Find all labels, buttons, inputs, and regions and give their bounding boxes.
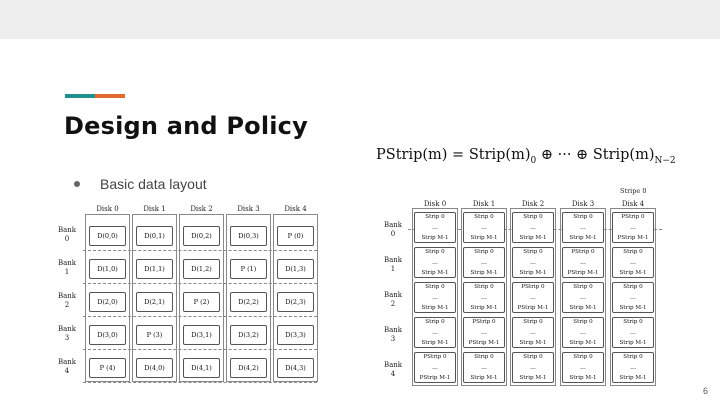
data-block: D(0,2) (183, 226, 220, 246)
strip-last-label: PStrip M-1 (419, 374, 451, 381)
strip-block (612, 212, 654, 243)
strip-last-label: Strip M-1 (619, 339, 647, 346)
bank-row-guide (83, 250, 317, 251)
disk-label: Disk 2 (190, 205, 213, 213)
strip-ellipsis: ... (630, 363, 636, 371)
data-block: D(3,1) (183, 325, 220, 345)
data-block: D(4,2) (230, 358, 267, 378)
bank-label: Bank 2 (57, 292, 77, 309)
strip-last-label: PStrip M-1 (567, 269, 599, 276)
strip-first-label: Strip 0 (425, 319, 445, 325)
data-block: P (0) (277, 226, 314, 246)
bank-row-guide (83, 349, 317, 350)
strip-block (463, 212, 505, 243)
strip-block (463, 247, 505, 278)
strip-block (612, 247, 654, 278)
strip-ellipsis: ... (530, 363, 536, 371)
strip-ellipsis: ... (432, 328, 438, 336)
strip-ellipsis: ... (630, 223, 636, 231)
strip-first-label: Strip 0 (573, 354, 593, 360)
data-block: D(3,2) (230, 325, 267, 345)
slide-title: Design and Policy (64, 112, 308, 140)
data-block: D(1,3) (277, 259, 314, 279)
strip-last-label: Strip M-1 (421, 234, 449, 241)
disk-label: Disk 3 (571, 200, 595, 208)
strip-first-label: Strip 0 (623, 284, 643, 290)
bank-label: Bank 2 (383, 291, 403, 308)
strip-block (512, 247, 554, 278)
strip-block (463, 282, 505, 313)
data-block: D(2,0) (89, 292, 126, 312)
formula-lhs: PStrip(m) (376, 147, 448, 163)
strip-ellipsis: ... (432, 363, 438, 371)
formula-operator: ⊕ ··· ⊕ (540, 147, 589, 163)
formula-term2-sub: N−2 (654, 156, 676, 166)
strip-block (612, 282, 654, 313)
page-number: 6 (703, 386, 709, 396)
strip-last-label: Strip M-1 (569, 234, 597, 241)
data-block: P (4) (89, 358, 126, 378)
strip-block (414, 352, 456, 383)
bullet-item (74, 176, 207, 192)
strip-block (512, 317, 554, 348)
strip-last-label: Strip M-1 (470, 269, 498, 276)
strip-first-label: PStrip 0 (621, 214, 645, 220)
data-block: D(2,3) (277, 292, 314, 312)
strip-first-label: Strip 0 (474, 214, 494, 220)
data-block: P (1) (230, 259, 267, 279)
strip-last-label: PStrip M-1 (468, 339, 500, 346)
strip-ellipsis: ... (580, 363, 586, 371)
strip-first-label: Strip 0 (474, 249, 494, 255)
disk-label: Disk 4 (284, 205, 307, 213)
data-block: D(4,0) (136, 358, 173, 378)
formula-term1-sub: 0 (530, 156, 537, 166)
strip-first-label: Strip 0 (523, 214, 543, 220)
strip-last-label: Strip M-1 (569, 339, 597, 346)
strip-block (562, 317, 604, 348)
title-accent-orange (95, 94, 125, 98)
data-block: D(3,0) (89, 325, 126, 345)
data-block: D(2,1) (136, 292, 173, 312)
strip-first-label: Strip 0 (623, 249, 643, 255)
strip-block (612, 352, 654, 383)
data-block: D(3,3) (277, 325, 314, 345)
strip-last-label: PStrip M-1 (617, 234, 649, 241)
strip-block (512, 352, 554, 383)
strip-last-label: Strip M-1 (519, 269, 547, 276)
strip-ellipsis: ... (580, 328, 586, 336)
strip-first-label: Strip 0 (523, 354, 543, 360)
strip-first-label: Strip 0 (425, 249, 445, 255)
strip-ellipsis: ... (630, 328, 636, 336)
strip-block (414, 247, 456, 278)
strip-block (562, 247, 604, 278)
strip-first-label: Strip 0 (425, 214, 445, 220)
strip-ellipsis: ... (580, 258, 586, 266)
data-block: D(2,2) (230, 292, 267, 312)
strip-ellipsis: ... (432, 223, 438, 231)
stripe-label: Stripe 0 (620, 187, 647, 195)
data-block: D(1,0) (89, 259, 126, 279)
strip-ellipsis: ... (432, 293, 438, 301)
strip-ellipsis: ... (432, 258, 438, 266)
disk-label: Disk 1 (143, 205, 166, 213)
data-block: D(0,0) (89, 226, 126, 246)
strip-block (612, 317, 654, 348)
data-block: P (2) (183, 292, 220, 312)
strip-last-label: Strip M-1 (619, 304, 647, 311)
strip-ellipsis: ... (481, 363, 487, 371)
strip-ellipsis: ... (630, 258, 636, 266)
strip-first-label: PStrip 0 (423, 354, 447, 360)
strip-last-label: Strip M-1 (470, 304, 498, 311)
strip-last-label: Strip M-1 (421, 304, 449, 311)
strip-block (512, 282, 554, 313)
formula-term2: Strip(m) (592, 147, 655, 163)
strip-first-label: PStrip 0 (571, 249, 595, 255)
bank-row-guide (83, 316, 317, 317)
disk-label: Disk 4 (621, 200, 645, 208)
data-block: D(0,3) (230, 226, 267, 246)
data-block: D(1,1) (136, 259, 173, 279)
bank-label: Bank 4 (383, 361, 403, 378)
bank-label: Bank 1 (383, 256, 403, 273)
strip-block (463, 317, 505, 348)
strip-last-label: Strip M-1 (519, 234, 547, 241)
strip-ellipsis: ... (481, 258, 487, 266)
data-block: P (3) (136, 325, 173, 345)
strip-first-label: Strip 0 (623, 319, 643, 325)
bullet-text: Basic data layout (100, 176, 207, 192)
strip-ellipsis: ... (530, 258, 536, 266)
strip-block (562, 352, 604, 383)
strip-last-label: Strip M-1 (619, 374, 647, 381)
disk-label: Disk 0 (423, 200, 447, 208)
strip-ellipsis: ... (481, 293, 487, 301)
strip-block (463, 352, 505, 383)
strip-layout-diagram (380, 185, 662, 388)
basic-layout-diagram (55, 205, 317, 383)
strip-last-label: Strip M-1 (421, 269, 449, 276)
title-accent-teal (65, 94, 95, 98)
bank-label: Bank 4 (57, 358, 77, 375)
bank-label: Bank 0 (383, 221, 403, 238)
strip-last-label: Strip M-1 (569, 304, 597, 311)
strip-first-label: Strip 0 (573, 214, 593, 220)
parity-formula (376, 147, 676, 166)
data-block: D(4,1) (183, 358, 220, 378)
strip-last-label: Strip M-1 (619, 269, 647, 276)
bank-label: Bank 0 (57, 226, 77, 243)
strip-block (562, 282, 604, 313)
strip-block (512, 212, 554, 243)
strip-first-label: PStrip 0 (521, 284, 545, 290)
disk-label: Disk 0 (96, 205, 119, 213)
strip-ellipsis: ... (630, 293, 636, 301)
strip-first-label: Strip 0 (573, 284, 593, 290)
bank-row-guide (83, 382, 317, 383)
data-block: D(4,3) (277, 358, 314, 378)
disk-label: Disk 3 (237, 205, 260, 213)
strip-ellipsis: ... (530, 293, 536, 301)
strip-first-label: Strip 0 (425, 284, 445, 290)
strip-ellipsis: ... (580, 293, 586, 301)
strip-ellipsis: ... (481, 328, 487, 336)
strip-last-label: Strip M-1 (569, 374, 597, 381)
strip-last-label: Strip M-1 (470, 374, 498, 381)
strip-last-label: Strip M-1 (519, 339, 547, 346)
strip-first-label: Strip 0 (573, 319, 593, 325)
disk-label: Disk 1 (472, 200, 496, 208)
data-block: D(1,2) (183, 259, 220, 279)
bank-label: Bank 3 (383, 326, 403, 343)
strip-ellipsis: ... (530, 328, 536, 336)
bank-label: Bank 1 (57, 259, 77, 276)
disk-label: Disk 2 (521, 200, 545, 208)
strip-first-label: Strip 0 (523, 319, 543, 325)
strip-block (414, 212, 456, 243)
data-block: D(0,1) (136, 226, 173, 246)
strip-block (414, 317, 456, 348)
strip-block (562, 212, 604, 243)
strip-first-label: Strip 0 (523, 249, 543, 255)
bank-label: Bank 3 (57, 325, 77, 342)
strip-first-label: Strip 0 (474, 284, 494, 290)
strip-ellipsis: ... (530, 223, 536, 231)
top-bar (0, 0, 720, 39)
strip-ellipsis: ... (481, 223, 487, 231)
strip-first-label: Strip 0 (474, 354, 494, 360)
strip-last-label: PStrip M-1 (517, 304, 549, 311)
strip-last-label: Strip M-1 (470, 234, 498, 241)
bank-row-guide (83, 283, 317, 284)
strip-block (414, 282, 456, 313)
strip-last-label: Strip M-1 (421, 339, 449, 346)
strip-ellipsis: ... (580, 223, 586, 231)
bullet-dot-icon (74, 181, 80, 187)
formula-equals: = (452, 147, 465, 163)
strip-last-label: Strip M-1 (519, 374, 547, 381)
strip-first-label: Strip 0 (623, 354, 643, 360)
strip-first-label: PStrip 0 (472, 319, 496, 325)
formula-term1: Strip(m) (468, 147, 531, 163)
